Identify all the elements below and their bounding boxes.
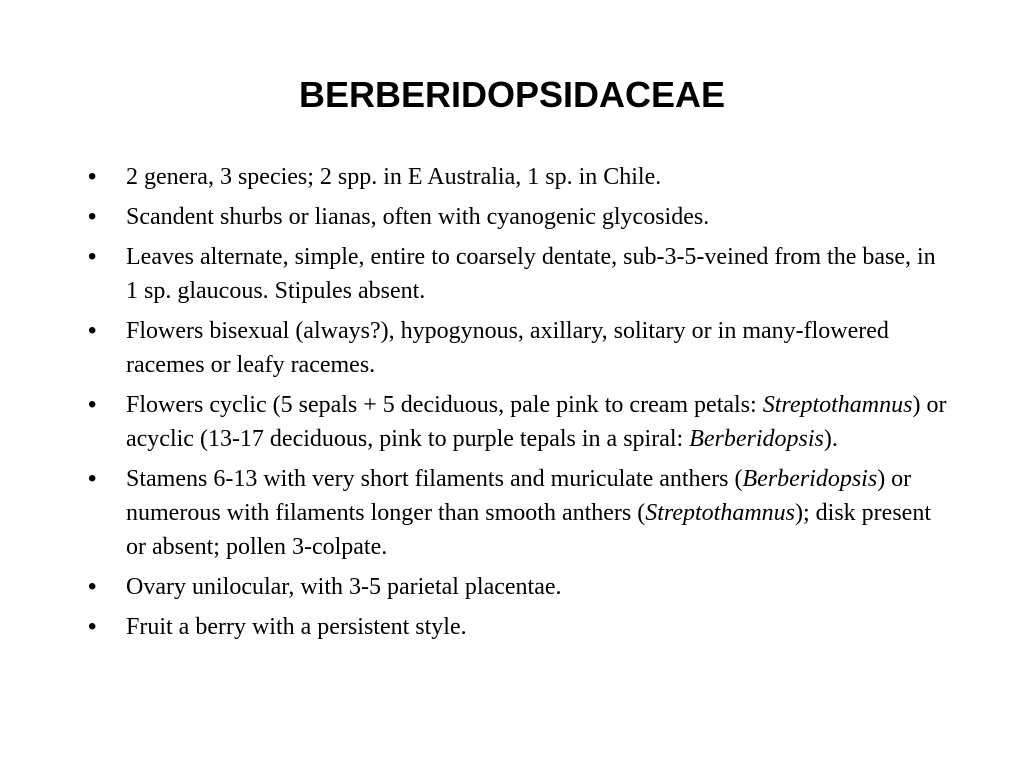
bullet-marker: •	[88, 391, 97, 418]
text-run: Flowers cyclic (5 sepals + 5 deciduous, pale pink to cream petals:	[126, 392, 763, 418]
bullet-marker: •	[88, 613, 97, 640]
text-run: Scandent shurbs or lianas, often with cyanogenic glycosides.	[126, 204, 710, 230]
genus-name: Berberidopsis	[742, 466, 878, 492]
text-run: ); disk present or absent; pollen 3-colpate.	[126, 500, 931, 560]
bullet-list	[88, 160, 948, 650]
genus-name: Berberidopsis	[689, 426, 824, 452]
bullet-item	[88, 462, 948, 564]
bullet-marker: •	[88, 465, 97, 492]
text-run: Ovary unilocular, with 3-5 parietal placentae.	[126, 574, 562, 600]
bullet-marker: •	[88, 163, 97, 190]
bullet-marker: •	[88, 573, 97, 600]
bullet-marker: •	[88, 317, 97, 344]
bullet-item	[88, 314, 948, 382]
bullet-text	[126, 574, 562, 600]
bullet-text	[126, 164, 661, 190]
text-run: ) or acyclic (13-17 deciduous, pink to purple tepals in a spiral:	[126, 392, 947, 452]
bullet-item	[88, 570, 948, 604]
slide-title: BERBERIDOPSIDACEAE	[298, 74, 726, 115]
bullet-item	[88, 160, 948, 194]
text-run: Fruit a berry with a persistent style.	[126, 614, 467, 640]
genus-name: Streptothamnus	[645, 500, 796, 526]
bullet-marker: •	[88, 203, 97, 230]
text-run: Leaves alternate, simple, entire to coarsely dentate, sub-3-5-veined from the base, in 1 sp. glaucous. Stipules absent.	[126, 244, 936, 304]
bullet-text	[126, 204, 709, 230]
bullet-item	[88, 388, 948, 456]
text-run: Stamens 6-13 with very short filaments and muriculate anthers (	[126, 466, 743, 492]
bullet-item	[88, 200, 948, 234]
bullet-marker: •	[88, 243, 97, 270]
bullet-text	[126, 318, 889, 378]
bullet-item	[88, 240, 948, 308]
text-run: Flowers bisexual (always?), hypogynous, axillary, solitary or in many-flowered racemes or leafy racemes.	[126, 318, 889, 378]
text-run: ).	[823, 426, 838, 452]
bullet-text	[126, 392, 946, 452]
genus-name: Streptothamnus	[762, 392, 913, 418]
bullet-text	[126, 614, 467, 640]
bullet-item	[88, 610, 948, 644]
text-run: 2 genera, 3 species; 2 spp. in E Australia, 1 sp. in Chile.	[126, 164, 662, 190]
text-run: ) or numerous with filaments longer than smooth anthers (	[126, 466, 912, 526]
bullet-text	[126, 466, 931, 560]
bullet-text	[126, 244, 936, 304]
